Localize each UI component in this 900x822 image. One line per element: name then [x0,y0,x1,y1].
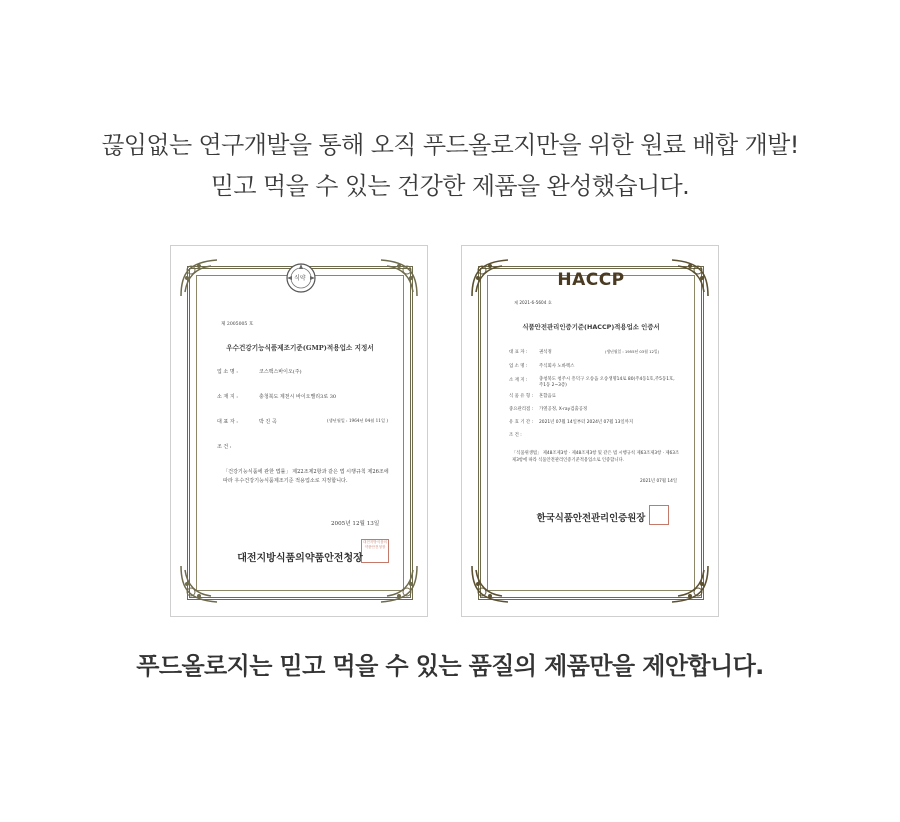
certificate-row [509,377,679,388]
ornament-icon [379,258,419,298]
row-value: 코스맥스바이오(주) [259,369,302,375]
row-label: 조 건 : [509,433,522,438]
row-extra: (생년월일 : 1955년 03월 12일) [605,349,660,354]
row-value: 주식회사 노바렉스 [539,364,575,369]
intro-line-2: 믿고 먹을 수 있는 건강한 제품을 완성했습니다. [210,172,690,200]
row-label: 조 건 : [217,444,232,450]
ornament-icon [670,564,710,604]
stamp-text: 대전지방식품의약품안전청장 [362,540,388,549]
intro-line-1: 끊임없는 연구개발을 통해 오직 푸드올로지만을 위한 원료 배합 개발! [101,131,799,159]
certificate-body: 「식품위생법」 제48조제3항 · 제48조제3항 및 같은 법 시행규칙 제63조제3항 · 제63조제3항에 따라 식품안전관리인증기준적용업소로 인증합니다. [512,451,680,463]
row-label: 소 재 지 : [509,378,528,383]
row-label: 중요관리점 : [509,407,534,412]
haccp-logo [462,270,719,290]
certificate-issuer: 대전지방식품의약품안전청장 [237,553,363,564]
emblem-text: 식약 [294,275,306,282]
certificate-issuer: 한국식품안전관리인증원장 [536,513,646,524]
haccp-logo-text: HACCP [557,270,625,290]
haccp-certificate [461,245,719,617]
row-value: 혼합음료 [539,394,556,399]
ornament-icon [179,258,219,298]
row-label: 업 소 명 : [217,369,238,375]
certificate-row [509,419,634,425]
certificate-number: 제 2005005 호 [221,322,254,327]
certificate-title: 우수건강기능식품제조기준(GMP)적용업소 지정서 [226,344,374,352]
gmp-certificate [170,245,428,617]
row-value: 2021년 07월 14일부터 2024년 07월 13일까지 [539,420,634,425]
certificate-row [509,363,575,369]
row-value: 충청북도 제천시 바이오밸리3로 30 [259,394,337,400]
certificate-row [217,368,302,375]
certificate-body: 「건강기능식품에 관한 법률」 제22조제2항과 같은 법 시행규칙 제26조에 따라 우수건강기능식품제조기준 적용업소로 지정합니다. [223,469,389,484]
certificate-date: 2021년 07월 14일 [640,479,678,484]
certificate-title: 식품안전관리인증기준(HACCP)적용업소 인증서 [522,323,660,331]
row-value: 권석정 [539,350,552,355]
row-label: 대 표 자 : [509,350,528,355]
row-value: 가열공정, X-ray검출공정 [539,407,588,412]
certificate-row [509,349,660,355]
row-extra: (생년월일 : 1964년 04월 11일 ) [327,418,388,423]
ornament-icon [470,564,510,604]
row-label: 식 품 유 형 : [509,394,534,399]
certificate-number: 제 2021-6-5604 호 [514,300,552,305]
row-label: 소 재 지 : [217,394,238,400]
certificate-row [217,443,232,450]
ornament-icon [379,564,419,604]
intro-text [0,125,900,207]
ornament-icon [179,564,219,604]
closing-text: 푸드올로지는 믿고 먹을 수 있는 품질의 제품만을 제안합니다. [136,652,764,680]
row-value: 박 진 곡 [259,419,277,425]
certificate-row [217,393,337,400]
certificate-row [509,432,522,438]
certificate-row [509,406,588,412]
row-label: 업 소 명 : [509,364,528,369]
certificate-date: 2005년 12월 13일 [331,521,380,527]
certificate-row [509,393,556,399]
row-label: 유 효 기 간 : [509,420,534,425]
certificate-row [217,418,388,425]
row-label: 대 표 자 : [217,419,238,425]
row-value: 충청북도 청주시 흥덕구 오송읍 오송생명14로 80(주4동1호,주5동1호,주1동 2~3층) [539,377,675,388]
